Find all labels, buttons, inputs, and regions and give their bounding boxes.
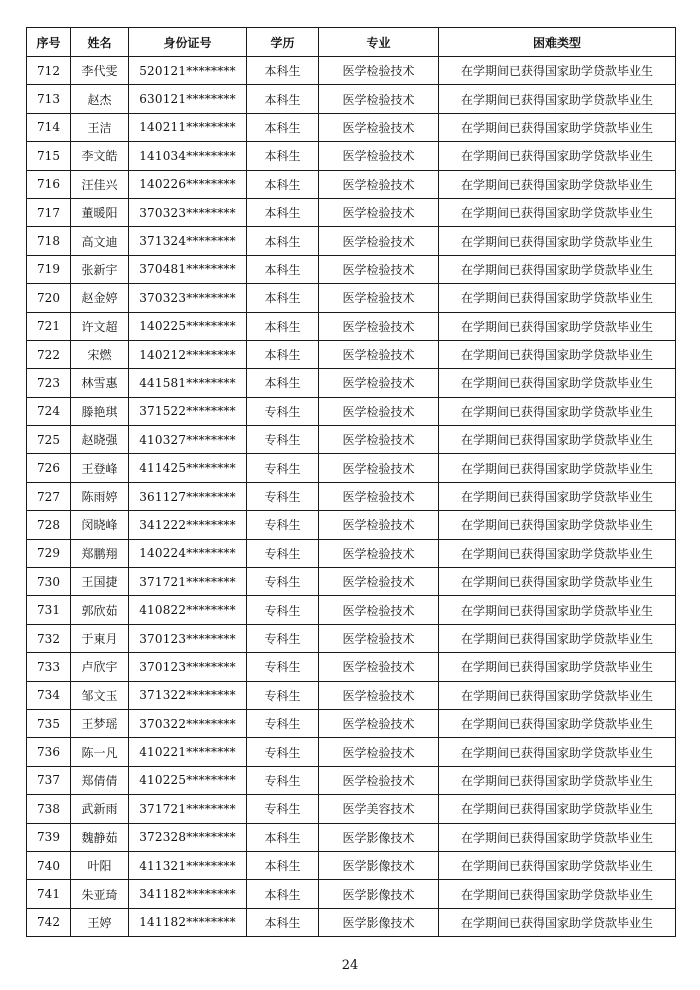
cell-index: 728 bbox=[27, 511, 71, 539]
cell-name: 王洁 bbox=[71, 113, 129, 141]
cell-major: 医学检验技术 bbox=[319, 568, 439, 596]
cell-name: 高文迪 bbox=[71, 227, 129, 255]
table-row bbox=[27, 681, 676, 709]
cell-difficulty-type: 在学期间已获得国家助学贷款毕业生 bbox=[439, 539, 676, 567]
cell-difficulty-type: 在学期间已获得国家助学贷款毕业生 bbox=[439, 255, 676, 283]
cell-education: 专科生 bbox=[247, 539, 319, 567]
cell-name: 宋燃 bbox=[71, 340, 129, 368]
cell-id-number: 140226******** bbox=[129, 170, 247, 198]
cell-name: 陈雨婷 bbox=[71, 482, 129, 510]
cell-id-number: 371322******** bbox=[129, 681, 247, 709]
cell-id-number: 371721******** bbox=[129, 795, 247, 823]
cell-id-number: 371522******** bbox=[129, 397, 247, 425]
cell-name: 滕艳琪 bbox=[71, 397, 129, 425]
cell-id-number: 141182******** bbox=[129, 908, 247, 936]
cell-major: 医学检验技术 bbox=[319, 426, 439, 454]
cell-difficulty-type: 在学期间已获得国家助学贷款毕业生 bbox=[439, 653, 676, 681]
cell-index: 729 bbox=[27, 539, 71, 567]
table-row bbox=[27, 766, 676, 794]
cell-difficulty-type: 在学期间已获得国家助学贷款毕业生 bbox=[439, 57, 676, 85]
cell-index: 731 bbox=[27, 596, 71, 624]
cell-index: 720 bbox=[27, 284, 71, 312]
cell-difficulty-type: 在学期间已获得国家助学贷款毕业生 bbox=[439, 426, 676, 454]
cell-education: 专科生 bbox=[247, 681, 319, 709]
cell-major: 医学检验技术 bbox=[319, 340, 439, 368]
cell-major: 医学影像技术 bbox=[319, 908, 439, 936]
table-row bbox=[27, 851, 676, 879]
cell-index: 717 bbox=[27, 198, 71, 226]
cell-name: 赵杰 bbox=[71, 85, 129, 113]
cell-id-number: 140225******** bbox=[129, 312, 247, 340]
cell-difficulty-type: 在学期间已获得国家助学贷款毕业生 bbox=[439, 340, 676, 368]
cell-name: 武新雨 bbox=[71, 795, 129, 823]
cell-name: 林雪惠 bbox=[71, 369, 129, 397]
cell-name: 于東月 bbox=[71, 624, 129, 652]
cell-major: 医学检验技术 bbox=[319, 397, 439, 425]
cell-index: 739 bbox=[27, 823, 71, 851]
cell-id-number: 361127******** bbox=[129, 482, 247, 510]
cell-index: 730 bbox=[27, 568, 71, 596]
cell-id-number: 520121******** bbox=[129, 57, 247, 85]
cell-difficulty-type: 在学期间已获得国家助学贷款毕业生 bbox=[439, 142, 676, 170]
cell-education: 本科生 bbox=[247, 170, 319, 198]
cell-education: 专科生 bbox=[247, 766, 319, 794]
cell-name: 李文皓 bbox=[71, 142, 129, 170]
header-name: 姓名 bbox=[71, 28, 129, 57]
table-row bbox=[27, 113, 676, 141]
cell-id-number: 370123******** bbox=[129, 624, 247, 652]
cell-education: 本科生 bbox=[247, 113, 319, 141]
cell-name: 李代雯 bbox=[71, 57, 129, 85]
table-row bbox=[27, 624, 676, 652]
cell-major: 医学检验技术 bbox=[319, 681, 439, 709]
cell-id-number: 410221******** bbox=[129, 738, 247, 766]
cell-difficulty-type: 在学期间已获得国家助学贷款毕业生 bbox=[439, 880, 676, 908]
cell-name: 许文超 bbox=[71, 312, 129, 340]
header-difficulty-type: 困难类型 bbox=[439, 28, 676, 57]
cell-major: 医学检验技术 bbox=[319, 653, 439, 681]
cell-index: 736 bbox=[27, 738, 71, 766]
table-row bbox=[27, 738, 676, 766]
cell-index: 732 bbox=[27, 624, 71, 652]
table-row bbox=[27, 198, 676, 226]
cell-name: 赵金婷 bbox=[71, 284, 129, 312]
cell-major: 医学检验技术 bbox=[319, 738, 439, 766]
cell-major: 医学检验技术 bbox=[319, 482, 439, 510]
cell-name: 王国捷 bbox=[71, 568, 129, 596]
table-row bbox=[27, 596, 676, 624]
header-index: 序号 bbox=[27, 28, 71, 57]
cell-name: 魏静茹 bbox=[71, 823, 129, 851]
cell-difficulty-type: 在学期间已获得国家助学贷款毕业生 bbox=[439, 709, 676, 737]
cell-index: 718 bbox=[27, 227, 71, 255]
cell-major: 医学影像技术 bbox=[319, 823, 439, 851]
table-row bbox=[27, 482, 676, 510]
cell-id-number: 370323******** bbox=[129, 198, 247, 226]
header-major: 专业 bbox=[319, 28, 439, 57]
cell-education: 专科生 bbox=[247, 511, 319, 539]
cell-education: 本科生 bbox=[247, 369, 319, 397]
cell-education: 专科生 bbox=[247, 653, 319, 681]
cell-difficulty-type: 在学期间已获得国家助学贷款毕业生 bbox=[439, 482, 676, 510]
cell-id-number: 140224******** bbox=[129, 539, 247, 567]
cell-major: 医学检验技术 bbox=[319, 539, 439, 567]
cell-index: 726 bbox=[27, 454, 71, 482]
cell-difficulty-type: 在学期间已获得国家助学贷款毕业生 bbox=[439, 823, 676, 851]
cell-education: 本科生 bbox=[247, 908, 319, 936]
cell-education: 本科生 bbox=[247, 851, 319, 879]
cell-education: 专科生 bbox=[247, 454, 319, 482]
cell-major: 医学检验技术 bbox=[319, 312, 439, 340]
cell-education: 专科生 bbox=[247, 738, 319, 766]
cell-name: 董暖阳 bbox=[71, 198, 129, 226]
cell-difficulty-type: 在学期间已获得国家助学贷款毕业生 bbox=[439, 170, 676, 198]
table-row bbox=[27, 795, 676, 823]
cell-id-number: 341222******** bbox=[129, 511, 247, 539]
cell-index: 727 bbox=[27, 482, 71, 510]
table-row bbox=[27, 255, 676, 283]
cell-index: 742 bbox=[27, 908, 71, 936]
cell-major: 医学检验技术 bbox=[319, 57, 439, 85]
table-body bbox=[27, 57, 676, 937]
table-row bbox=[27, 284, 676, 312]
cell-id-number: 370481******** bbox=[129, 255, 247, 283]
cell-difficulty-type: 在学期间已获得国家助学贷款毕业生 bbox=[439, 511, 676, 539]
cell-index: 723 bbox=[27, 369, 71, 397]
table-row bbox=[27, 340, 676, 368]
cell-id-number: 371324******** bbox=[129, 227, 247, 255]
cell-name: 王登峰 bbox=[71, 454, 129, 482]
cell-education: 本科生 bbox=[247, 284, 319, 312]
table-row bbox=[27, 511, 676, 539]
cell-id-number: 140211******** bbox=[129, 113, 247, 141]
cell-difficulty-type: 在学期间已获得国家助学贷款毕业生 bbox=[439, 198, 676, 226]
cell-name: 闵晓峰 bbox=[71, 511, 129, 539]
table-row bbox=[27, 312, 676, 340]
cell-name: 朱亚琦 bbox=[71, 880, 129, 908]
cell-difficulty-type: 在学期间已获得国家助学贷款毕业生 bbox=[439, 284, 676, 312]
cell-difficulty-type: 在学期间已获得国家助学贷款毕业生 bbox=[439, 397, 676, 425]
table-row bbox=[27, 539, 676, 567]
cell-education: 专科生 bbox=[247, 568, 319, 596]
cell-name: 卢欣宇 bbox=[71, 653, 129, 681]
cell-name: 汪佳兴 bbox=[71, 170, 129, 198]
cell-index: 738 bbox=[27, 795, 71, 823]
cell-major: 医学检验技术 bbox=[319, 624, 439, 652]
cell-education: 本科生 bbox=[247, 227, 319, 255]
cell-major: 医学检验技术 bbox=[319, 227, 439, 255]
cell-difficulty-type: 在学期间已获得国家助学贷款毕业生 bbox=[439, 113, 676, 141]
cell-major: 医学检验技术 bbox=[319, 113, 439, 141]
cell-education: 专科生 bbox=[247, 397, 319, 425]
cell-index: 724 bbox=[27, 397, 71, 425]
cell-education: 专科生 bbox=[247, 426, 319, 454]
table-row bbox=[27, 880, 676, 908]
cell-education: 专科生 bbox=[247, 596, 319, 624]
cell-difficulty-type: 在学期间已获得国家助学贷款毕业生 bbox=[439, 85, 676, 113]
cell-index: 735 bbox=[27, 709, 71, 737]
table-row bbox=[27, 568, 676, 596]
cell-difficulty-type: 在学期间已获得国家助学贷款毕业生 bbox=[439, 624, 676, 652]
cell-education: 专科生 bbox=[247, 709, 319, 737]
table-row bbox=[27, 170, 676, 198]
table-row bbox=[27, 142, 676, 170]
header-id-number: 身份证号 bbox=[129, 28, 247, 57]
cell-id-number: 630121******** bbox=[129, 85, 247, 113]
cell-education: 本科生 bbox=[247, 880, 319, 908]
cell-education: 本科生 bbox=[247, 823, 319, 851]
cell-id-number: 370123******** bbox=[129, 653, 247, 681]
cell-major: 医学检验技术 bbox=[319, 170, 439, 198]
cell-name: 叶阳 bbox=[71, 851, 129, 879]
cell-major: 医学检验技术 bbox=[319, 142, 439, 170]
table-row bbox=[27, 227, 676, 255]
cell-index: 721 bbox=[27, 312, 71, 340]
cell-education: 专科生 bbox=[247, 795, 319, 823]
cell-name: 陈一凡 bbox=[71, 738, 129, 766]
cell-name: 邹文玉 bbox=[71, 681, 129, 709]
cell-index: 714 bbox=[27, 113, 71, 141]
cell-major: 医学检验技术 bbox=[319, 198, 439, 226]
cell-id-number: 341182******** bbox=[129, 880, 247, 908]
cell-difficulty-type: 在学期间已获得国家助学贷款毕业生 bbox=[439, 908, 676, 936]
cell-difficulty-type: 在学期间已获得国家助学贷款毕业生 bbox=[439, 568, 676, 596]
cell-difficulty-type: 在学期间已获得国家助学贷款毕业生 bbox=[439, 851, 676, 879]
cell-id-number: 371721******** bbox=[129, 568, 247, 596]
cell-education: 本科生 bbox=[247, 198, 319, 226]
header-education: 学历 bbox=[247, 28, 319, 57]
cell-education: 本科生 bbox=[247, 312, 319, 340]
table-row bbox=[27, 709, 676, 737]
cell-major: 医学检验技术 bbox=[319, 369, 439, 397]
table-row bbox=[27, 369, 676, 397]
cell-education: 本科生 bbox=[247, 142, 319, 170]
cell-difficulty-type: 在学期间已获得国家助学贷款毕业生 bbox=[439, 738, 676, 766]
cell-major: 医学检验技术 bbox=[319, 284, 439, 312]
cell-index: 725 bbox=[27, 426, 71, 454]
cell-major: 医学检验技术 bbox=[319, 596, 439, 624]
cell-major: 医学检验技术 bbox=[319, 766, 439, 794]
cell-id-number: 411321******** bbox=[129, 851, 247, 879]
table-row bbox=[27, 397, 676, 425]
cell-education: 本科生 bbox=[247, 340, 319, 368]
cell-difficulty-type: 在学期间已获得国家助学贷款毕业生 bbox=[439, 227, 676, 255]
cell-major: 医学影像技术 bbox=[319, 880, 439, 908]
cell-major: 医学检验技术 bbox=[319, 85, 439, 113]
cell-index: 740 bbox=[27, 851, 71, 879]
cell-index: 719 bbox=[27, 255, 71, 283]
cell-id-number: 372328******** bbox=[129, 823, 247, 851]
cell-index: 741 bbox=[27, 880, 71, 908]
cell-education: 专科生 bbox=[247, 482, 319, 510]
cell-id-number: 410822******** bbox=[129, 596, 247, 624]
cell-difficulty-type: 在学期间已获得国家助学贷款毕业生 bbox=[439, 312, 676, 340]
cell-name: 郑鹏翔 bbox=[71, 539, 129, 567]
cell-difficulty-type: 在学期间已获得国家助学贷款毕业生 bbox=[439, 681, 676, 709]
cell-index: 716 bbox=[27, 170, 71, 198]
table-row bbox=[27, 426, 676, 454]
cell-major: 医学检验技术 bbox=[319, 454, 439, 482]
cell-id-number: 140212******** bbox=[129, 340, 247, 368]
cell-index: 733 bbox=[27, 653, 71, 681]
table-row bbox=[27, 57, 676, 85]
cell-name: 郭欣茹 bbox=[71, 596, 129, 624]
cell-index: 715 bbox=[27, 142, 71, 170]
cell-index: 734 bbox=[27, 681, 71, 709]
cell-difficulty-type: 在学期间已获得国家助学贷款毕业生 bbox=[439, 795, 676, 823]
table-row bbox=[27, 653, 676, 681]
header-row bbox=[27, 28, 676, 57]
table-row bbox=[27, 823, 676, 851]
cell-major: 医学影像技术 bbox=[319, 851, 439, 879]
cell-education: 本科生 bbox=[247, 255, 319, 283]
roster-table bbox=[26, 27, 676, 937]
roster-table-container bbox=[26, 27, 675, 937]
cell-major: 医学检验技术 bbox=[319, 255, 439, 283]
cell-education: 专科生 bbox=[247, 624, 319, 652]
cell-name: 张新宇 bbox=[71, 255, 129, 283]
cell-difficulty-type: 在学期间已获得国家助学贷款毕业生 bbox=[439, 369, 676, 397]
cell-id-number: 370322******** bbox=[129, 709, 247, 737]
cell-id-number: 411425******** bbox=[129, 454, 247, 482]
cell-difficulty-type: 在学期间已获得国家助学贷款毕业生 bbox=[439, 596, 676, 624]
table-row bbox=[27, 85, 676, 113]
cell-major: 医学检验技术 bbox=[319, 709, 439, 737]
cell-index: 722 bbox=[27, 340, 71, 368]
cell-id-number: 141034******** bbox=[129, 142, 247, 170]
cell-major: 医学美容技术 bbox=[319, 795, 439, 823]
cell-id-number: 410327******** bbox=[129, 426, 247, 454]
cell-index: 712 bbox=[27, 57, 71, 85]
cell-difficulty-type: 在学期间已获得国家助学贷款毕业生 bbox=[439, 454, 676, 482]
table-row bbox=[27, 908, 676, 936]
cell-name: 赵晓强 bbox=[71, 426, 129, 454]
cell-name: 王婷 bbox=[71, 908, 129, 936]
cell-index: 713 bbox=[27, 85, 71, 113]
cell-index: 737 bbox=[27, 766, 71, 794]
cell-education: 本科生 bbox=[247, 57, 319, 85]
table-header bbox=[27, 28, 676, 57]
cell-difficulty-type: 在学期间已获得国家助学贷款毕业生 bbox=[439, 766, 676, 794]
cell-education: 本科生 bbox=[247, 85, 319, 113]
table-row bbox=[27, 454, 676, 482]
cell-major: 医学检验技术 bbox=[319, 511, 439, 539]
cell-id-number: 441581******** bbox=[129, 369, 247, 397]
cell-id-number: 370323******** bbox=[129, 284, 247, 312]
cell-id-number: 410225******** bbox=[129, 766, 247, 794]
cell-name: 郑倩倩 bbox=[71, 766, 129, 794]
cell-name: 王梦瑶 bbox=[71, 709, 129, 737]
page-number: 24 bbox=[341, 958, 359, 973]
